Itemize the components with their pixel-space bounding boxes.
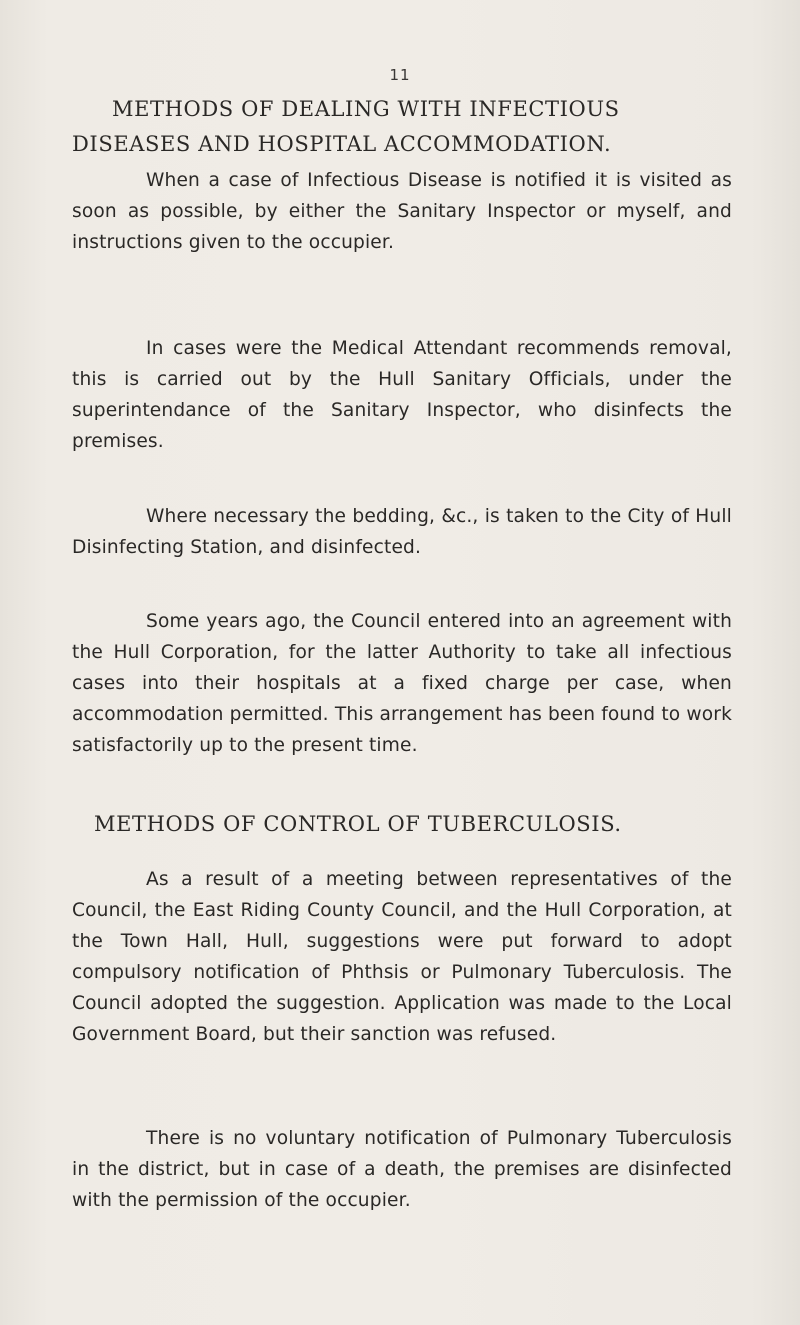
paragraph-bedding: Where necessary the bedding, &c., is taken to the City of Hull Disinfecting Station, and disinfected.: [72, 506, 732, 558]
paragraph-hull-agreement: Some years ago, the Council entered into an agreement with the Hull Corporation, for the latter Authority to take all infectious cases into their hospitals at a fixed charge per case, when accommodation permitted. This arrangement has been found to work satisfactorily up to the present time.: [72, 611, 732, 756]
paragraph-removal: In cases were the Medical Attendant recommends removal, this is carried out by the Hull Sanitary Officials, under the superintendance of the Sanitary Inspector, who disinfects the premises.: [72, 338, 732, 452]
section-heading-tuberculosis: METHODS OF CONTROL OF TUBERCULOSIS.: [94, 812, 622, 836]
paragraph-meeting: As a result of a meeting between representatives of the Council, the East Riding County Council, and the Hull Corporation, at the Town Hall, Hull, suggestions were put forward to adopt compulsory notification of Phthsis or Pulmonary Tuberculosis. The Council adopted the suggestion. Application was made to the Local Government Board, but their sanction was refused.: [72, 869, 732, 1045]
section-heading-infectious-line2: DISEASES AND HOSPITAL ACCOMMODATION.: [72, 132, 612, 156]
paragraph-notification: When a case of Infectious Disease is notified it is visited as soon as possible, by either the Sanitary Inspector or myself, and instructions given to the occupier.: [72, 170, 732, 253]
section-heading-infectious-line1: METHODS OF DEALING WITH INFECTIOUS: [112, 97, 620, 121]
paragraph-voluntary-notification: There is no voluntary notification of Pulmonary Tuberculosis in the district, but in case of a death, the premises are disinfected with the permission of the occupier.: [72, 1128, 732, 1211]
page-number: 11: [389, 66, 411, 84]
